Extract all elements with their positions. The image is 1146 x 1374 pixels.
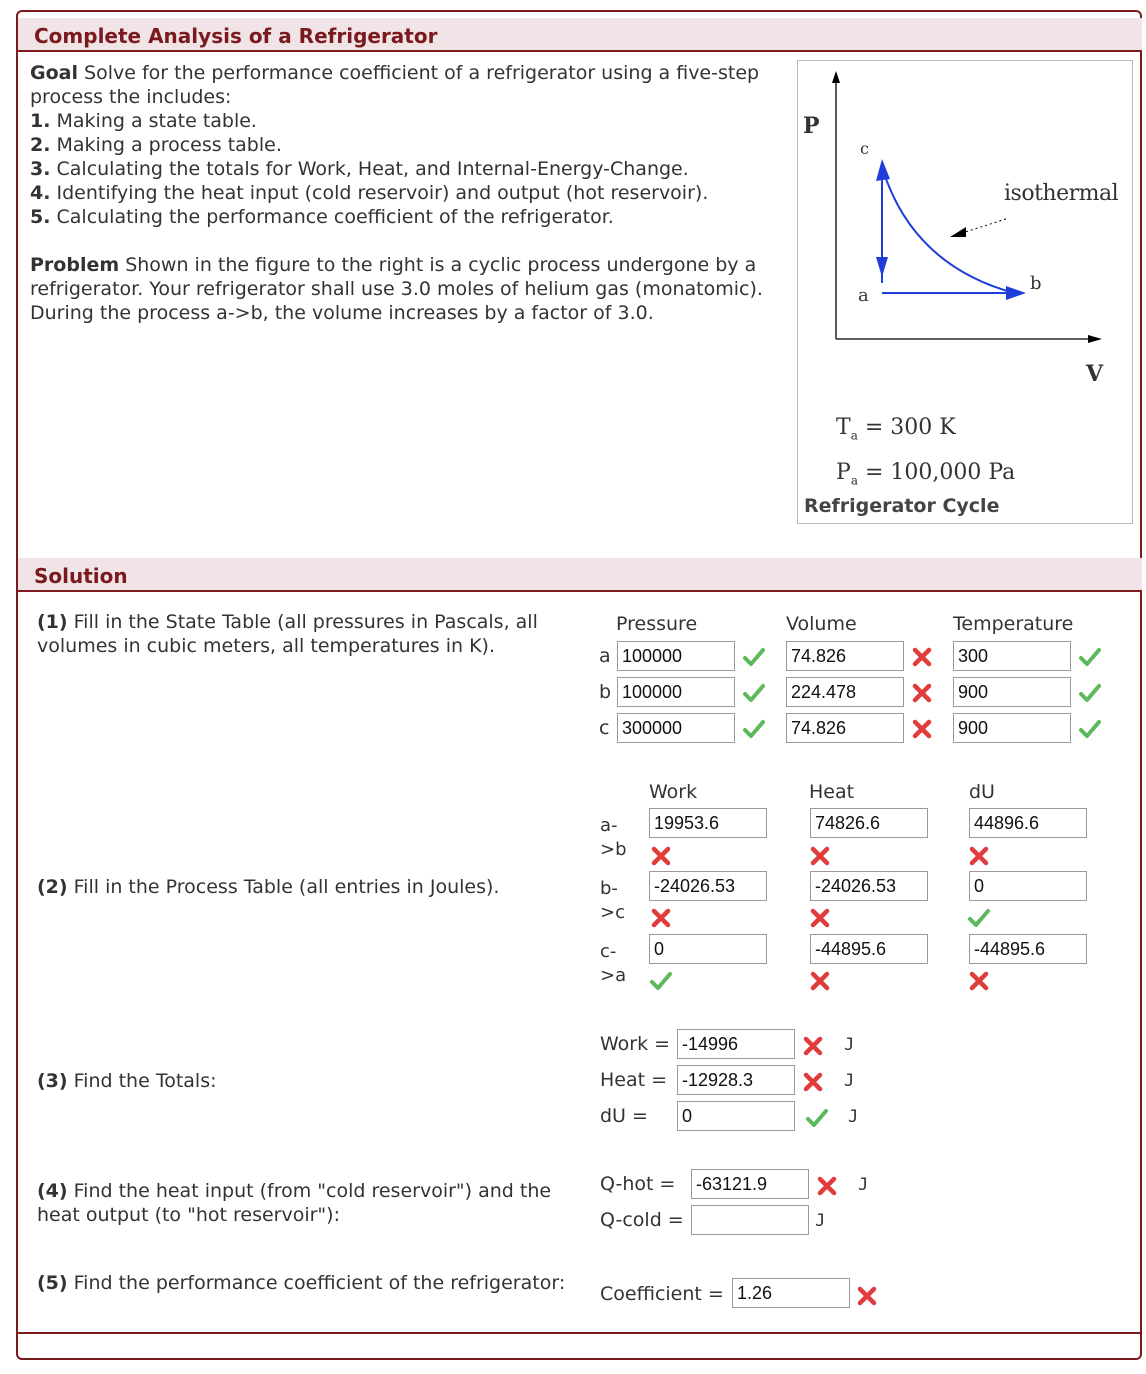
volume-a-input[interactable]: 74.826	[786, 641, 904, 671]
isotherm-curve	[882, 167, 1014, 293]
process-label-bc-2: >c	[600, 902, 625, 923]
step-text: Making a process table.	[56, 134, 282, 156]
du-bc-input[interactable]: 0	[969, 871, 1087, 901]
pa-sub: a	[850, 473, 858, 488]
pv-diagram	[797, 60, 1133, 524]
du-ab-input[interactable]: 44896.6	[969, 808, 1087, 838]
pa-annotation	[836, 460, 1015, 487]
step4-text: Find the heat input (from "cold reservoir") and the heat output (to "hot reservoir"):	[37, 1180, 552, 1226]
p-axis-label: P	[803, 113, 820, 139]
ca-arrow-icon	[876, 257, 888, 277]
qhot-input[interactable]: -63121.9	[691, 1169, 809, 1199]
cross-icon	[855, 1284, 879, 1308]
step2-text: Fill in the Process Table (all entries in Joules).	[73, 876, 500, 898]
step4-description	[37, 1179, 577, 1227]
cross-icon	[808, 906, 832, 930]
total-du-unit: J	[848, 1107, 859, 1127]
state-label-c: c	[599, 717, 610, 739]
step4-label: (4)	[37, 1180, 68, 1202]
page-title: Complete Analysis of a Refrigerator	[34, 24, 438, 48]
state-label-a: a	[599, 645, 611, 667]
cross-icon	[801, 1034, 825, 1058]
heat-bc-input[interactable]: -24026.53	[810, 871, 928, 901]
check-icon	[742, 717, 766, 741]
pa-label: P	[836, 460, 851, 485]
total-heat-input[interactable]: -12928.3	[677, 1065, 795, 1095]
process-label-ca-1: c-	[600, 941, 617, 962]
cross-icon	[910, 681, 934, 705]
isotherm-pointer	[962, 219, 1006, 233]
volume-c-input[interactable]: 74.826	[786, 713, 904, 743]
du-ca-input[interactable]: -44895.6	[969, 934, 1087, 964]
cross-icon	[808, 844, 832, 868]
work-ab-input[interactable]: 19953.6	[649, 808, 767, 838]
cross-icon	[815, 1174, 839, 1198]
process-label-ca-2: >a	[600, 965, 627, 986]
qhot-label: Q-hot =	[600, 1173, 676, 1195]
isothermal-label: isothermal	[1004, 181, 1119, 206]
coefficient-input[interactable]: 1.26	[732, 1278, 850, 1308]
step-text: Calculating the totals for Work, Heat, and Internal-Energy-Change.	[56, 158, 689, 180]
total-work-unit: J	[844, 1035, 855, 1055]
point-c-label: c	[860, 139, 869, 158]
qcold-label: Q-cold =	[600, 1209, 684, 1231]
check-icon	[1078, 645, 1102, 669]
check-icon	[1078, 681, 1102, 705]
work-bc-input[interactable]: -24026.53	[649, 871, 767, 901]
state-header-temperature: Temperature	[953, 613, 1074, 635]
step3-label: (3)	[37, 1070, 68, 1092]
step1-text: Fill in the State Table (all pressures in Pascals, all volumes in cubic meters, all temperatures in K).	[37, 611, 538, 657]
problem-label: Problem	[30, 254, 120, 276]
state-header-pressure: Pressure	[616, 613, 698, 635]
step-num: 3.	[30, 158, 51, 180]
pressure-b-input[interactable]: 100000	[617, 677, 735, 707]
check-icon	[967, 906, 991, 930]
cross-icon	[808, 969, 832, 993]
check-icon	[649, 969, 673, 993]
process-header-du: dU	[969, 781, 995, 803]
process-header-work: Work	[649, 781, 698, 803]
state-header-volume: Volume	[786, 613, 857, 635]
check-icon	[742, 645, 766, 669]
heat-ab-input[interactable]: 74826.6	[810, 808, 928, 838]
step5-label: (5)	[37, 1272, 68, 1294]
p-axis-arrow-icon	[832, 71, 840, 83]
temperature-b-input[interactable]: 900	[953, 677, 1071, 707]
step-num: 1.	[30, 110, 51, 132]
heat-ca-input[interactable]: -44895.6	[810, 934, 928, 964]
title-bar	[18, 18, 1142, 52]
ta-annotation	[836, 415, 956, 442]
work-ca-input[interactable]: 0	[649, 934, 767, 964]
temperature-a-input[interactable]: 300	[953, 641, 1071, 671]
volume-b-input[interactable]: 224.478	[786, 677, 904, 707]
goal-label: Goal	[30, 62, 78, 84]
cross-icon	[967, 844, 991, 868]
ta-label: T	[836, 415, 851, 440]
pressure-a-input[interactable]: 100000	[617, 641, 735, 671]
problem-text: Shown in the figure to the right is a cyclic process undergone by a refrigerator. Your refrigerator shall use 3.0 moles of helium gas (monatomic). During the process a->b, the volume increases by a factor of 3.0.	[30, 254, 763, 324]
ta-sub: a	[850, 428, 858, 443]
solution-title: Solution	[34, 564, 128, 588]
cross-icon	[967, 969, 991, 993]
figure-caption: Refrigerator Cycle	[804, 495, 1000, 517]
ab-arrow-icon	[1006, 286, 1026, 300]
total-du-label: dU =	[600, 1105, 648, 1127]
pressure-c-input[interactable]: 300000	[617, 713, 735, 743]
process-label-bc-1: b-	[600, 878, 618, 899]
total-work-input[interactable]: -14996	[677, 1029, 795, 1059]
total-du-input[interactable]: 0	[677, 1101, 795, 1131]
state-label-b: b	[599, 681, 612, 703]
step3-text: Find the Totals:	[73, 1070, 217, 1092]
step1-description	[37, 610, 577, 658]
problem-section	[30, 253, 790, 325]
step5-text: Find the performance coefficient of the refrigerator:	[73, 1272, 566, 1294]
step5-description	[37, 1271, 577, 1295]
total-heat-label: Heat =	[600, 1069, 668, 1091]
step-text: Making a state table.	[56, 110, 257, 132]
pa-value: = 100,000 Pa	[864, 460, 1016, 485]
step3-description	[37, 1069, 577, 1093]
bottom-divider	[18, 1332, 1142, 1334]
cross-icon	[649, 844, 673, 868]
cross-icon	[910, 645, 934, 669]
coefficient-label: Coefficient =	[600, 1283, 724, 1305]
check-icon	[1078, 717, 1102, 741]
cross-icon	[649, 906, 673, 930]
process-label-ab-2: >b	[600, 839, 627, 860]
v-axis-label: V	[1086, 361, 1104, 387]
step-text: Calculating the performance coefficient of the refrigerator.	[56, 206, 614, 228]
process-header-heat: Heat	[809, 781, 855, 803]
step1-label: (1)	[37, 611, 68, 633]
check-icon	[805, 1106, 829, 1130]
v-axis-arrow-icon	[1088, 335, 1102, 343]
goal-text: Solve for the performance coefficient of a refrigerator using a five-step process the includes:	[30, 62, 760, 108]
total-work-label: Work =	[600, 1033, 671, 1055]
step-num: 5.	[30, 206, 51, 228]
point-b-label: b	[1030, 273, 1042, 294]
step-text: Identifying the heat input (cold reservoir) and output (hot reservoir).	[56, 182, 709, 204]
qcold-unit: J	[815, 1211, 826, 1231]
step2-description	[37, 875, 577, 899]
ta-value: = 300 K	[864, 415, 956, 440]
cross-icon	[801, 1070, 825, 1094]
step2-label: (2)	[37, 876, 68, 898]
solution-bar	[18, 558, 1142, 592]
temperature-c-input[interactable]: 900	[953, 713, 1071, 743]
step-num: 2.	[30, 134, 51, 156]
point-a-label: a	[858, 285, 869, 306]
qcold-input[interactable]	[691, 1205, 809, 1235]
total-heat-unit: J	[844, 1071, 855, 1091]
qhot-unit: J	[858, 1175, 869, 1195]
step-num: 4.	[30, 182, 51, 204]
check-icon	[742, 681, 766, 705]
isotherm-pointer-arrow-icon	[950, 227, 966, 237]
process-label-ab-1: a-	[600, 815, 618, 836]
goal-section	[30, 61, 790, 229]
cross-icon	[910, 717, 934, 741]
